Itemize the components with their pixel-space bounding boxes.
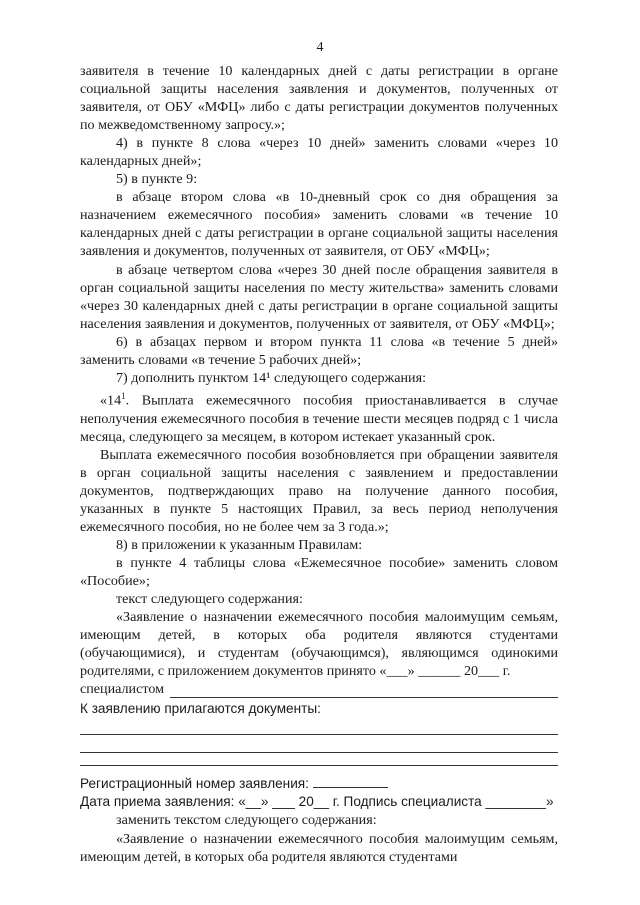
paragraph: «Заявление о назначении ежемесячного пособия малоимущим семьям, имеющим детей, в которых оба родителя являются студентами [80,830,558,865]
paragraph: 5) в пункте 9: [116,171,198,188]
blank-line [80,765,558,766]
blank-line [170,684,558,698]
paragraph: «Заявление о назначении ежемесячного пособия малоимущим семьям, имеющим детей, в которых оба родителя являются студентами (обучающимися), и студентам (обучающимся), являющимся одинокими родителями, с приложением документов принято «___» ______ 20___ г. [80,609,558,680]
paragraph: 4) в пункте 8 слова «через 10 дней» заменить словами «через 10 календарных дней»; [80,135,558,170]
paragraph: в абзаце четвертом слова «через 30 дней после обращения заявителя в орган социальной защиты населения по месту жительства» заменить словами «через 30 календарных дней с даты регистрации в органе социальной защиты населения заявления и документов, полученных от заявителя, от ОБУ «МФЦ»; [80,261,558,332]
paragraph: в абзаце втором слова «в 10-дневный срок со дня обращения за назначением ежемесячного пособия» заменить словами «в течение 10 календарных дней с даты регистрации в органе социальной защиты населения заявления и документов, полученных от заявителя, от ОБУ «МФЦ»; [80,189,558,260]
page-number: 4 [316,40,324,55]
document-body [80,62,558,866]
paragraph: заявителя в течение 10 календарных дней с даты регистрации в органе социальной защиты населения заявления и документов, полученных от заявителя, от ОБУ «МФЦ» либо с даты регистрации документов полученных по межведомственному запросу.»; [80,63,558,134]
attachments-label: К заявлению прилагаются документы: [80,701,321,717]
paragraph-14-1: «$14^1$. Выплата ежемесячного пособия приостанавливается в случае неполучения ежемесячного пособия в течение шести месяцев подряд с 1 числа месяца, следующего за месяцем, в котором истекает указанный срок. [80,390,558,445]
paragraph: в пункте 4 таблицы слова «Ежемесячное пособие» заменить словом «Пособие»; [80,554,558,589]
specialist-line: специалистом [80,680,558,698]
reception-date-line: Дата приема заявления: «__» ___ 20__ г. Подпись специалиста ________» [80,794,554,810]
registration-number-line: Регистрационный номер заявления: [80,774,558,793]
paragraph: Выплата ежемесячного пособия возобновляется при обращении заявителя в орган социальной защиты населения с заявлением и предоставлении документов, подтверждающих право на получение данного пособия, указанных в пункте 5 настоящих Правил, за весь период неполучения ежемесячного пособия, но не более чем за 3 года.»; [80,446,558,535]
paragraph: 8) в приложении к указанным Правилам: [116,536,363,553]
paragraph: заменить текстом следующего содержания: [116,812,377,829]
blank-line [80,752,558,753]
paragraph: 7) дополнить пунктом 14¹ следующего содержания: [116,369,426,386]
blank-line [80,734,558,735]
blank-line [313,774,388,788]
paragraph: текст следующего содержания: [116,591,303,608]
paragraph: 6) в абзацах первом и втором пункта 11 слова «в течение 5 дней» заменить словами «в течение 5 рабочих дней»; [80,333,558,368]
